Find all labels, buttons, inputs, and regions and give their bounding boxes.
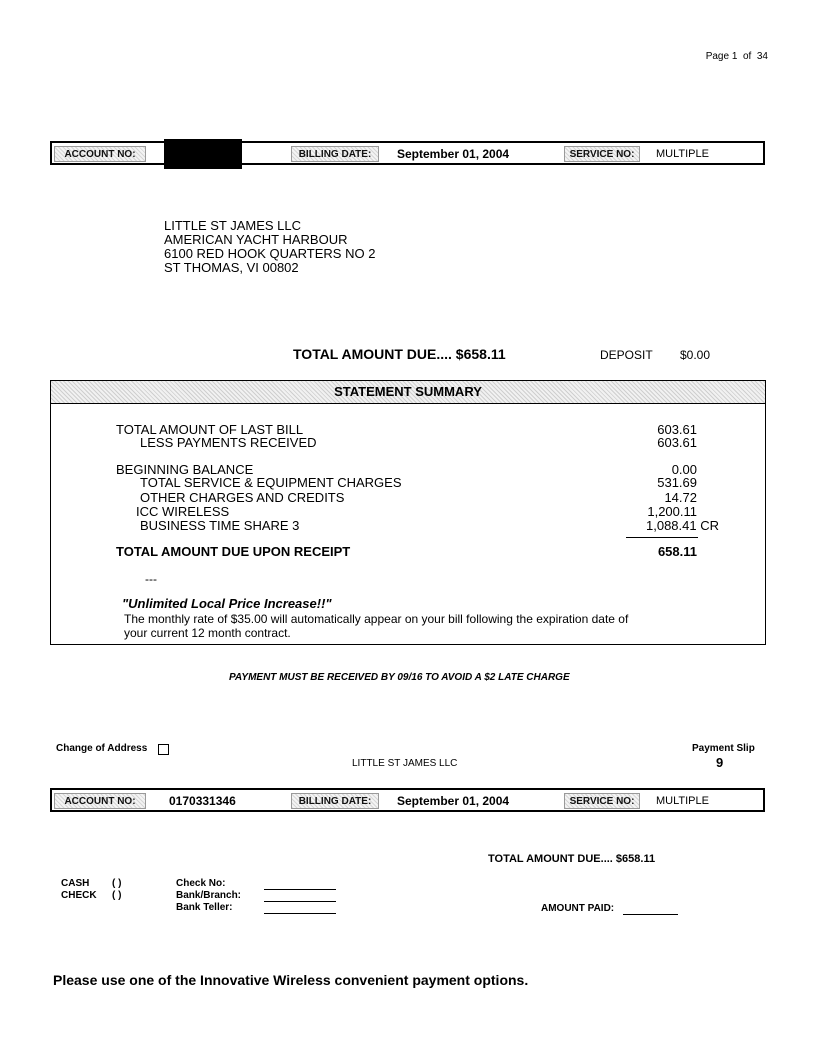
slip-account-no-value: 0170331346 [169,794,236,808]
address-line-4: ST THOMAS, VI 00802 [164,260,299,275]
service-no-label: SERVICE NO: [564,146,640,162]
slip-billing-date-label: BILLING DATE: [291,793,379,809]
redacted-account-number [164,139,242,169]
cash-label: CASH [61,878,90,889]
deposit-label: DEPOSIT [600,348,653,362]
payments-value: 603.61 [657,435,697,450]
other-charges-label: OTHER CHARGES AND CREDITS [140,490,345,505]
slip-service-no-label: SERVICE NO: [564,793,640,809]
amount-due-value: 658.11 [657,544,697,559]
bank-teller-field[interactable] [264,913,336,914]
cash-checkbox[interactable]: ( ) [112,878,122,889]
beginning-balance-label: BEGINNING BALANCE [116,462,254,477]
check-no-label: Check No: [176,878,226,889]
payments-label: LESS PAYMENTS RECEIVED [140,435,317,450]
last-bill-value: 603.61 [657,422,697,437]
slip-customer-name: LITTLE ST JAMES LLC [352,758,458,769]
late-charge-notice: PAYMENT MUST BE RECEIVED BY 09/16 TO AVOID A $2 LATE CHARGE [229,672,570,683]
deposit-value: $0.00 [680,348,711,362]
promo-line-1: The monthly rate of $35.00 will automatically appear on your bill following the expiration date of [124,612,629,626]
payment-options-footer: Please use one of the Innovative Wireless convenient payment options. [53,972,529,988]
amount-due-label: TOTAL AMOUNT DUE UPON RECEIPT [116,544,351,559]
last-bill-label: TOTAL AMOUNT OF LAST BILL [116,422,304,437]
slip-service-no-value: MULTIPLE [656,795,709,807]
check-no-field[interactable] [264,889,336,890]
page-of: of [742,51,752,62]
promo-line-2: your current 12 month contract. [124,626,291,640]
payment-slip-label: Payment Slip [692,743,755,754]
statement-summary-title: STATEMENT SUMMARY [51,381,765,404]
time-share-value: 1,088.41 CR [646,518,719,533]
statement-summary [50,380,766,645]
beginning-balance-value: 0.00 [671,462,697,477]
change-of-address-label: Change of Address [56,743,148,754]
bank-branch-field[interactable] [264,901,336,902]
account-no-label: ACCOUNT NO: [54,146,146,162]
slip-total-amount-due: TOTAL AMOUNT DUE.... $658.11 [488,853,656,865]
payment-slip-number: 9 [716,755,724,770]
service-charges-value: 531.69 [657,475,697,490]
service-charges-label: TOTAL SERVICE & EQUIPMENT CHARGES [140,475,402,490]
icc-wireless-value: 1,200.11 [647,504,697,519]
bank-teller-label: Bank Teller: [176,902,233,913]
page-total: 34 [756,51,768,62]
separator-dashes: --- [145,572,157,586]
change-of-address-checkbox[interactable] [158,744,169,755]
amount-paid-field[interactable] [623,914,678,915]
slip-account-no-label: ACCOUNT NO: [54,793,146,809]
address-line-1: LITTLE ST JAMES LLC [164,218,302,233]
amount-paid-label: AMOUNT PAID: [541,903,615,914]
slip-account-bar [50,788,765,812]
subtotal-rule [626,537,698,538]
check-label: CHECK [61,890,97,901]
time-share-label: BUSINESS TIME SHARE 3 [140,518,300,533]
bank-branch-label: Bank/Branch: [176,890,242,901]
total-amount-due: TOTAL AMOUNT DUE.... $658.11 [293,346,506,362]
page-number [706,51,768,62]
icc-wireless-label: ICC WIRELESS [136,504,230,519]
billing-date-value: September 01, 2004 [397,147,510,161]
page-label: Page 1 [705,51,738,62]
other-charges-value: 14.72 [664,490,697,505]
slip-billing-date-value: September 01, 2004 [397,794,510,808]
check-checkbox[interactable]: ( ) [112,890,122,901]
address-line-3: 6100 RED HOOK QUARTERS NO 2 [164,246,376,261]
account-header-bar [50,141,765,165]
service-no-value: MULTIPLE [656,148,709,160]
promo-title: "Unlimited Local Price Increase!!" [122,596,332,611]
address-line-2: AMERICAN YACHT HARBOUR [164,232,348,247]
billing-date-label: BILLING DATE: [291,146,379,162]
